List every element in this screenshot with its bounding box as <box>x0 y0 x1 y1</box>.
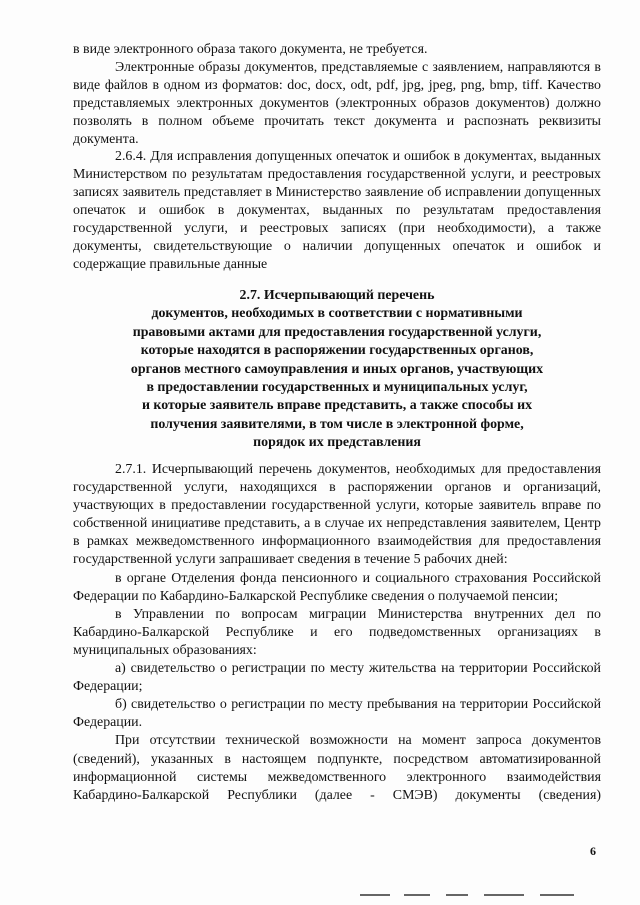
heading-line: получения заявителями, в том числе в электронной форме, <box>150 416 524 432</box>
heading-line: органов местного самоуправления и иных органов, участвующих <box>130 361 544 377</box>
paragraph: в виде электронного образа такого документа, не требуется. <box>73 42 428 57</box>
heading-line: порядок их представления <box>253 435 421 451</box>
paragraph: Электронные образы документов, представляемые с заявлением, направляются в виде файлов в одном из форматов: doc, docx, odt, pdf, jpg, jpeg, png, bmp, tiff. Качество представляемых электронных документов (электронных образов документов) должно позволять в полном объеме прочитать текст документа и распознать реквизиты документа. <box>73 59 601 147</box>
paragraph: 2.7.1. Исчерпывающий перечень документов, необходимых для предоставления государственной услуги, находящихся в распоряжении органов и организаций, участвующих в предоставлении государственной услуги, которые заявитель вправе по собственной инициативе представить, а в случае их непредставления заявителем, Центр в рамках межведомственного информационного взаимодействия для предоставления государственной услуги запрашивает сведения в течение 5 рабочих дней: <box>73 462 601 568</box>
heading-line: которые находятся в распоряжении государственных органов, <box>140 343 534 359</box>
paragraph: в органе Отделения фонда пенсионного и социального страхования Российской Федерации по Кабардино-Балкарской Республике сведения о получаемой пенсии; <box>73 570 601 604</box>
heading-line: правовыми актами для предоставления государственной услуги, <box>132 324 542 340</box>
heading-line: 2.7. Исчерпывающий перечень <box>239 288 435 303</box>
heading-line: в предоставлении государственных и муниципальных услуг, <box>146 380 528 396</box>
paragraph: б) свидетельство о регистрации по месту пребывания на территории Российской Федерации. <box>73 697 601 731</box>
paragraph: При отсутствии технической возможности на момент запроса документов (сведений), указанных в настоящем подпункте, посредством автоматизированной информационной системы межведомственного электронного взаимодействия Кабардино-Балкарской Республики (далее - СМЭВ) документы (сведения) <box>73 733 601 803</box>
section-heading <box>73 287 601 453</box>
paragraph: в Управлении по вопросам миграции Министерства внутренних дел по Кабардино-Балкарской Республике и его подведомственных организациях в муниципальных образованиях: <box>73 606 601 658</box>
paragraph: 2.6.4. Для исправления допущенных опечаток и ошибок в документах, выданных Министерством по результатам предоставления государственной услуги, и реестровых записях заявитель представляет в Министерство заявление об исправлении допущенных опечаток и ошибок в документах, выданных по результатам предоставления государственной услуги, и реестровых записях (при необходимости), а также документы, свидетельствующие о наличии допущенных опечаток и ошибок и содержащие правильные данные <box>73 149 601 272</box>
top-text-block <box>73 41 601 274</box>
heading-line: документов, необходимых в соответствии с нормативными <box>151 306 523 322</box>
paragraph: а) свидетельство о регистрации по месту жительства на территории Российской Федерации; <box>73 661 601 695</box>
scan-edge-marks <box>360 892 600 898</box>
heading-line: и которые заявитель вправе представить, а также способы их <box>141 398 533 414</box>
page-number: 6 <box>590 844 596 858</box>
bottom-text-block <box>73 461 601 805</box>
